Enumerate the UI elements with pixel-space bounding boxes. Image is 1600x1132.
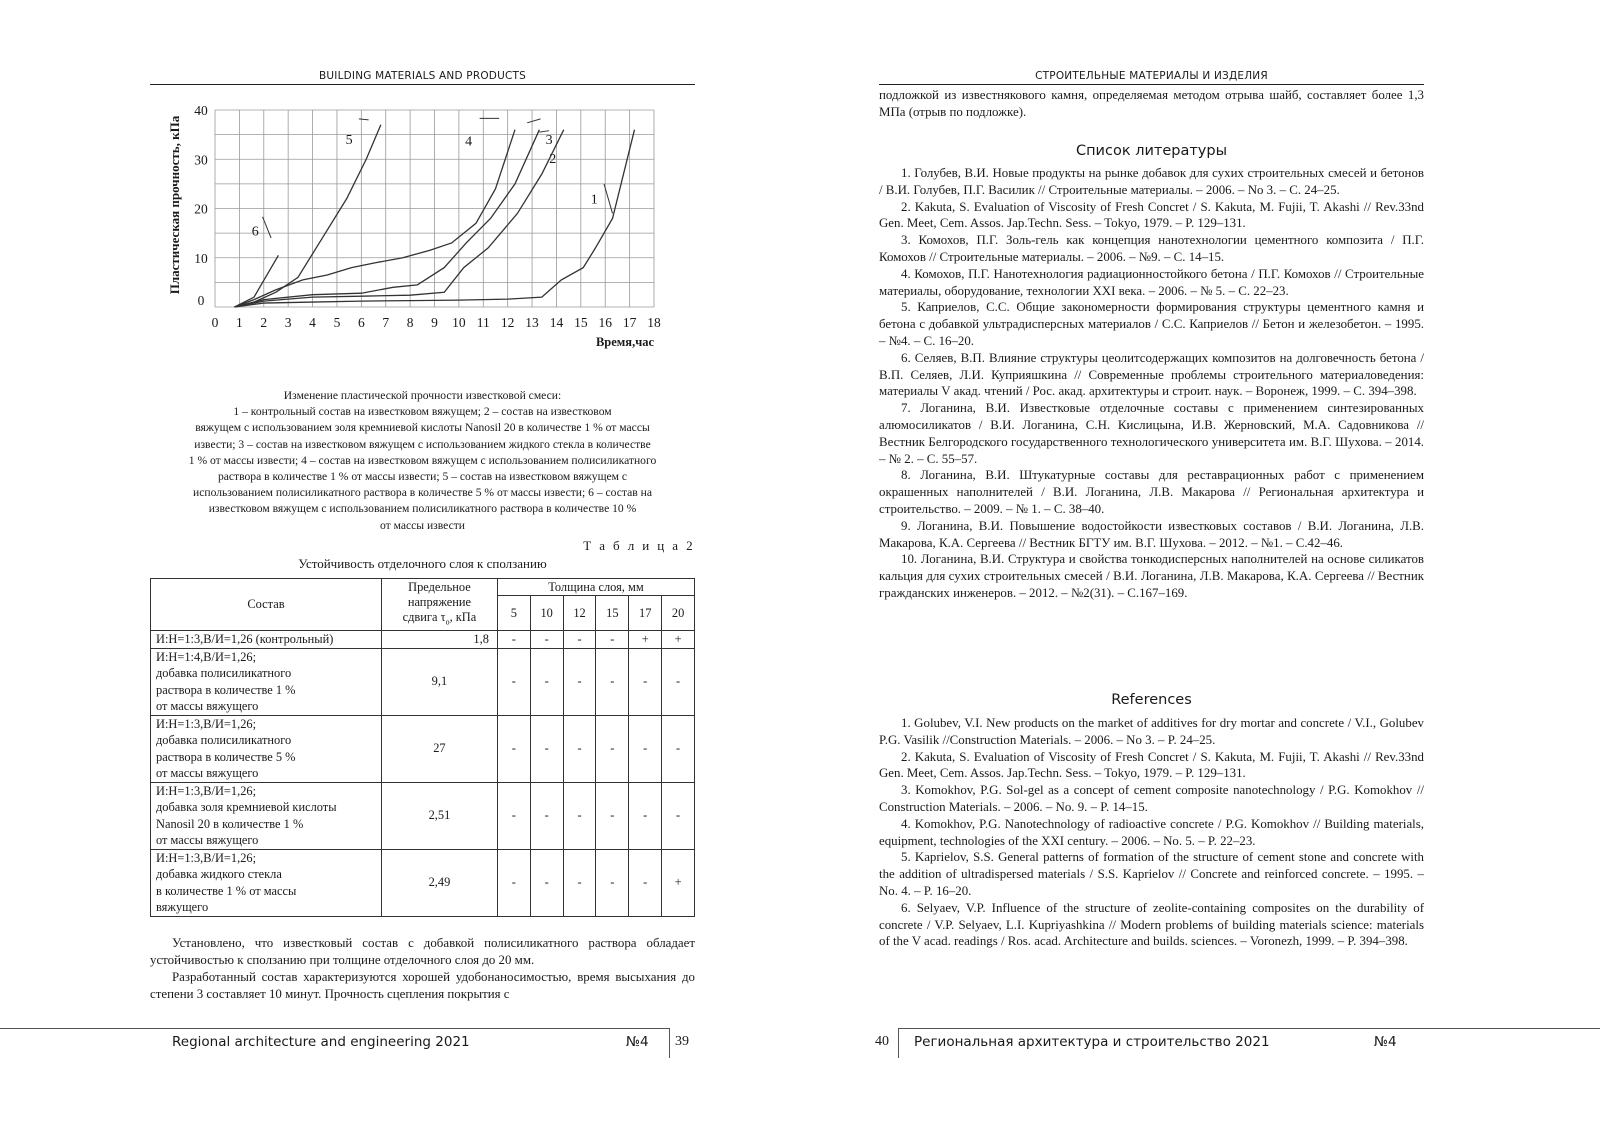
caption-line: использованием полисиликатного раствора в количестве 5 % от массы извести; 6 – состав на: [193, 486, 652, 500]
caption-line: от массы извести: [379, 518, 466, 532]
cell-line: И:Н=1:3,В/И=1,26;: [156, 850, 257, 865]
reference-item: 4. Komokhov, P.G. Nanotechnology of radioactive concrete / P.G. Komokhov // Building materials, equipment, technologies of the XXI century. – 2006. – No. 5. – P. 22–23.: [879, 816, 1424, 848]
header-stress-line: [385, 610, 494, 629]
cell-mark: -: [563, 782, 596, 849]
cell-mark: -: [596, 631, 629, 649]
cell-mark: -: [497, 715, 530, 782]
reference-item: 7. Логанина, В.И. Известковые отделочные составы с применением синтезированных алюмосиликатов / В.И. Логанина, С.Н. Кислицына, И.В. Жерновский, М.А. Садовникова // Вестник Белгородского государственного технологического университета им. В.Г. Шухова. – 2014. – № 2. – С. 55–57.: [879, 401, 1424, 466]
header-stress: [381, 579, 497, 631]
series-line-4: [235, 130, 515, 307]
series-line-2: [235, 130, 564, 307]
continuation-text: [879, 87, 1424, 121]
table-body: [151, 631, 695, 917]
header-stress-line: Предельное: [408, 579, 471, 594]
y-tick-label: 20: [194, 201, 208, 217]
cell-line: от массы вяжущего: [156, 766, 259, 780]
paragraph: Установлено, что известковый состав с добавкой полисиликатного раствора обладает устойчивостью к сползанию при толщине отделочного слоя до 20 мм.: [150, 936, 695, 967]
series-label-4: 4: [465, 134, 473, 150]
footer-issue: №4: [626, 1034, 649, 1050]
cell-mark: -: [662, 782, 695, 849]
x-tick-label: 0: [211, 315, 219, 330]
cell-mark: -: [596, 782, 629, 849]
cell-stress: 2,51: [381, 782, 497, 849]
table-row: [151, 648, 695, 715]
x-tick-label: 7: [382, 315, 390, 330]
header-thickness-col: 5: [497, 596, 530, 631]
header-stress-unit: , кПа: [449, 609, 477, 624]
series-callout-line: [527, 119, 540, 123]
x-tick-label: 1: [236, 315, 243, 330]
cell-mark: -: [530, 715, 563, 782]
cell-stress: 27: [381, 715, 497, 782]
paragraph: Разработанный состав характеризуются хорошей удобонаносимостью, время высыхания до степени 3 составляет 10 минут. Прочность сцепления покрытия с: [150, 970, 695, 1001]
cell-line: вяжущего: [156, 900, 209, 914]
table-row: [151, 631, 695, 649]
header-composition: Состав: [151, 579, 382, 631]
cell-line: И:Н=1:3,В/И=1,26;: [156, 783, 257, 798]
cell-line: добавка жидкого стекла: [156, 867, 282, 881]
cell-line: Nanosil 20 в количестве 1 %: [156, 816, 304, 831]
table-row: [151, 849, 695, 916]
cell-mark: -: [563, 631, 596, 649]
running-head-right: СТРОИТЕЛЬНЫЕ МАТЕРИАЛЫ И ИЗДЕЛИЯ: [879, 70, 1424, 85]
reference-item: 10. Логанина, В.И. Структура и свойства тонкодисперсных наполнителей на основе силикатов кальция для сухих строительных смесей / В.И. Логанина, Л.В. Макарова, К.А. Сергеева // Вестник гражданских инженеров. – 2012. – №2(31). – С.167–169.: [879, 552, 1424, 600]
series-label-1: 1: [590, 192, 598, 208]
x-tick-label: 8: [406, 315, 414, 330]
x-tick-label: 16: [598, 315, 612, 330]
cell-mark: -: [662, 648, 695, 715]
series-label-5: 5: [345, 133, 353, 149]
header-thickness-col: 12: [563, 596, 596, 631]
cell-line: в количестве 1 % от массы: [156, 883, 297, 898]
cell-line: раствора в количестве 1 %: [156, 682, 296, 697]
caption-line: 1 – контрольный состав на известковом вяжущем; 2 – состав на известковом: [233, 405, 612, 419]
running-head-left: BUILDING MATERIALS AND PRODUCTS: [150, 70, 695, 85]
header-thickness-col: 15: [596, 596, 629, 631]
y-axis-label: Пластическая прочность, кПа: [167, 115, 182, 295]
x-tick-label: 14: [549, 315, 564, 330]
header-thickness-col: 10: [530, 596, 563, 631]
cell-line: И:Н=1:4,В/И=1,26;: [156, 649, 257, 664]
cell-stress: 2,49: [381, 849, 497, 916]
chart-grid: [215, 110, 654, 307]
cell-line: раствора в количестве 5 %: [156, 749, 296, 764]
figure-caption: [150, 388, 695, 534]
footer-journal: Regional architecture and engineering 2021: [172, 1034, 470, 1050]
references-list-ru: [879, 165, 1424, 602]
cell-composition: [151, 849, 382, 916]
reference-item: 4. Комохов, П.Г. Нанотехнология радиационностойкого бетона / П.Г. Комохов // Строительные материалы, оборудование, технологии XXI века. – 2006. – № 5. – С. 22–23.: [879, 266, 1424, 298]
reference-item: 1. Golubev, V.I. New products on the market of additives for dry mortar and concrete / V.I., Golubev P.G. Vasilik //Construction Materials. – 2006. – No 3. – P. 24–25.: [879, 716, 1424, 747]
page-number: 39: [675, 1034, 689, 1049]
y-tick-label: 0: [197, 293, 205, 308]
header-thickness-col: 20: [662, 596, 695, 631]
footer-rule-left: [0, 1028, 670, 1029]
references-list-en: [879, 715, 1424, 950]
header-stress-tau: сдвига τ: [402, 609, 446, 624]
series-label-6: 6: [251, 224, 259, 240]
x-tick-label: 15: [574, 315, 588, 330]
reference-item: 2. Kakuta, S. Evaluation of Viscosity of Fresh Concret / S. Kakuta, M. Fujii, T. Akashi // Rev.33nd Gen. Meet, Cem. Assos. Jap.Techn. Sess. – Tokyo, 1979. – P. 129–131.: [879, 749, 1424, 781]
caption-line: извести; 3 – состав на известковом вяжущем с использованием жидкого стекла в количестве: [194, 437, 651, 451]
caption-line: 1 % от массы извести; 4 – состав на известковом вяжущем с использованием полисиликатного: [188, 453, 657, 467]
cell-mark: -: [497, 631, 530, 649]
cell-mark: -: [563, 648, 596, 715]
cell-line: И:Н=1:3,В/И=1,26;: [156, 716, 257, 731]
reference-item: 3. Комохов, П.Г. Золь-гель как концепция нанотехнологии цементного композита / П.Г. Комохов // Строительные материалы. – 2006. – №9. – С. 14–15.: [879, 233, 1424, 264]
cell-mark: +: [662, 849, 695, 916]
references-heading-ru: Список литературы: [1075, 143, 1228, 159]
reference-item: 6. Selyaev, V.P. Influence of the structure of zeolite-containing composites on the durability of concrete / V.P. Selyaev, L.I. Kupriyashkina // Modern problems of building materials science: materials of the V acad. readings / Ros. acad. Architecture and builds. sciences. – Voronezh, 1999. – P. 394–398.: [879, 900, 1424, 949]
cell-stress: 9,1: [381, 648, 497, 715]
header-thickness-col: 17: [629, 596, 662, 631]
caption-line: известковом вяжущем с использованием полисиликатного раствора в количестве 10 %: [208, 502, 637, 516]
header-stress-sub: о: [445, 617, 450, 627]
cell-mark: -: [530, 782, 563, 849]
cell-mark: -: [530, 849, 563, 916]
x-tick-label: 17: [622, 315, 637, 330]
cell-mark: -: [530, 648, 563, 715]
reference-item: 1. Голубев, В.И. Новые продукты на рынке добавок для сухих строительных смесей и бетонов / В.И. Голубев, П.Г. Василик // Строительные материалы. – 2006. – No 3. – С. 24–25.: [879, 166, 1424, 197]
cell-composition: [151, 782, 382, 849]
cell-composition: [151, 631, 382, 649]
caption-line: раствора в количестве 1 % от массы извести; 5 – состав на известковом вяжущем с: [217, 470, 628, 484]
series-label-2: 2: [549, 151, 557, 167]
caption-title: Изменение пластической прочности известковой смеси:: [283, 389, 562, 402]
paragraph: подложкой из известнякового камня, определяемая методом отрыва шайб, составляет более 1,3 МПа (отрыв по подложке).: [879, 88, 1424, 119]
reference-item: 6. Селяев, В.П. Влияние структуры цеолитсодержащих композитов на долговечность бетона / В.П. Селяев, Л.И. Куприяшкина // Современные проблемы строительного материаловедения: материалы V акад. чтений / Рос. акад. архитектуры и строит. наук. – Воронеж, 1999. – С. 394–398.: [879, 350, 1424, 399]
x-tick-label: 4: [309, 315, 316, 330]
series-callout-line: [359, 119, 369, 120]
caption-line: вяжущем с использованием золя кремниевой кислоты Nanosil 20 в количестве 1 % от массы: [195, 421, 650, 435]
series-callout-line: [539, 131, 549, 132]
cell-mark: -: [629, 782, 662, 849]
cell-mark: -: [563, 849, 596, 916]
table-row: [151, 715, 695, 782]
x-tick-label: 9: [431, 315, 438, 330]
x-tick-label: 3: [284, 315, 292, 330]
references-heading-en: References: [1111, 692, 1192, 708]
cell-line: от массы вяжущего: [156, 699, 259, 713]
series-line-3: [235, 130, 540, 307]
cell-line: добавка полисиликатного: [156, 666, 292, 680]
cell-mark: -: [563, 715, 596, 782]
cell-mark: -: [596, 715, 629, 782]
x-tick-label: 12: [500, 315, 515, 330]
reference-item: 9. Логанина, В.И. Повышение водостойкости известковых составов / В.И. Логанина, Л.В. Макарова, К.А. Сергеева // Вестник БГТУ им. В.Г. Шухова. – 2012. – №1. – С.42–46.: [879, 518, 1424, 550]
cell-line: добавка полисиликатного: [156, 733, 292, 747]
right-page: [800, 0, 1600, 1132]
cell-composition: [151, 648, 382, 715]
cell-mark: -: [596, 849, 629, 916]
cell-composition: [151, 715, 382, 782]
cell-mark: -: [497, 849, 530, 916]
cell-mark: +: [662, 631, 695, 649]
table-row: [151, 782, 695, 849]
x-tick-label: 18: [647, 315, 661, 330]
page-number: 40: [875, 1034, 889, 1049]
footer-divider-right: [898, 1028, 899, 1058]
plastic-strength-chart: [160, 100, 680, 370]
table-title: Устойчивость отделочного слоя к сползанию: [298, 556, 547, 571]
footer-journal: Региональная архитектура и строительство 2021: [914, 1034, 1270, 1050]
series-line-5: [235, 125, 381, 307]
header-thickness: Толщина слоя, мм: [497, 579, 694, 596]
y-tick-label: 40: [194, 103, 208, 118]
cell-mark: -: [629, 648, 662, 715]
x-tick-label: 10: [452, 315, 466, 330]
x-tick-label: 2: [260, 315, 268, 330]
table-number: Т а б л и ц а 2: [583, 538, 695, 553]
cell-mark: -: [662, 715, 695, 782]
chart-labels: [167, 103, 661, 349]
cell-mark: -: [596, 648, 629, 715]
x-axis-label: Время,час: [595, 335, 655, 349]
cell-line: добавка золя кремниевой кислоты: [156, 800, 337, 814]
x-tick-label: 6: [357, 315, 365, 330]
x-tick-label: 5: [333, 315, 341, 330]
cell-mark: -: [629, 715, 662, 782]
cell-mark: -: [497, 648, 530, 715]
y-tick-label: 30: [194, 152, 208, 168]
x-tick-label: 11: [476, 315, 490, 330]
footer-rule-right: [898, 1028, 1600, 1029]
x-tick-label: 13: [525, 315, 539, 330]
footer-issue: №4: [1374, 1034, 1397, 1050]
chart-svg: [160, 100, 680, 370]
reference-item: 5. Каприелов, С.С. Общие закономерности формирования структуры цементного камня и бетона с добавкой ультрадисперсных материалов / С.С. Каприелов // Бетон и железобетон. – 1995. – №4. – С. 16–20.: [879, 300, 1424, 348]
slip-resistance-table: [150, 578, 695, 917]
reference-item: 8. Логанина, В.И. Штукатурные составы для реставрационных работ с применением окрашенных наполнителей / В.И. Логанина, Л.В. Макарова // Региональная архитектура и строительство. – 2009. – № 1. – С. 38–40.: [879, 468, 1424, 516]
cell-mark: -: [530, 631, 563, 649]
series-label-3: 3: [545, 133, 553, 149]
cell-line: от массы вяжущего: [156, 833, 259, 847]
table-header-row: [151, 579, 695, 596]
y-tick-label: 10: [194, 250, 208, 266]
reference-item: 2. Kakuta, S. Evaluation of Viscosity of Fresh Concret / S. Kakuta, M. Fujii, T. Akashi // Rev.33nd Gen. Meet, Cem. Assos. Jap.Techn. Sess. – Tokyo, 1979. – P. 129–131.: [879, 199, 1424, 231]
conclusion-text: [150, 935, 695, 1003]
reference-item: 3. Komokhov, P.G. Sol-gel as a concept of cement composite nanotechnology / P.G. Komokhov // Construction Materials. – 2006. – No. 9. – P. 14–15.: [879, 783, 1424, 814]
cell-line: И:Н=1:3,В/И=1,26 (контрольный): [156, 632, 334, 646]
cell-stress: 1,8: [381, 631, 497, 649]
footer-divider-left: [669, 1028, 670, 1058]
cell-mark: -: [629, 849, 662, 916]
reference-item: 5. Kaprielov, S.S. General patterns of formation of the structure of cement stone and concrete with the addition of ultradispersed materials / S.S. Kaprielov // Concrete and reinforced concrete. – 1995. – No. 4. – P. 16–20.: [879, 850, 1424, 898]
cell-mark: -: [497, 782, 530, 849]
header-stress-line: напряжение: [407, 594, 471, 609]
cell-mark: +: [629, 631, 662, 649]
